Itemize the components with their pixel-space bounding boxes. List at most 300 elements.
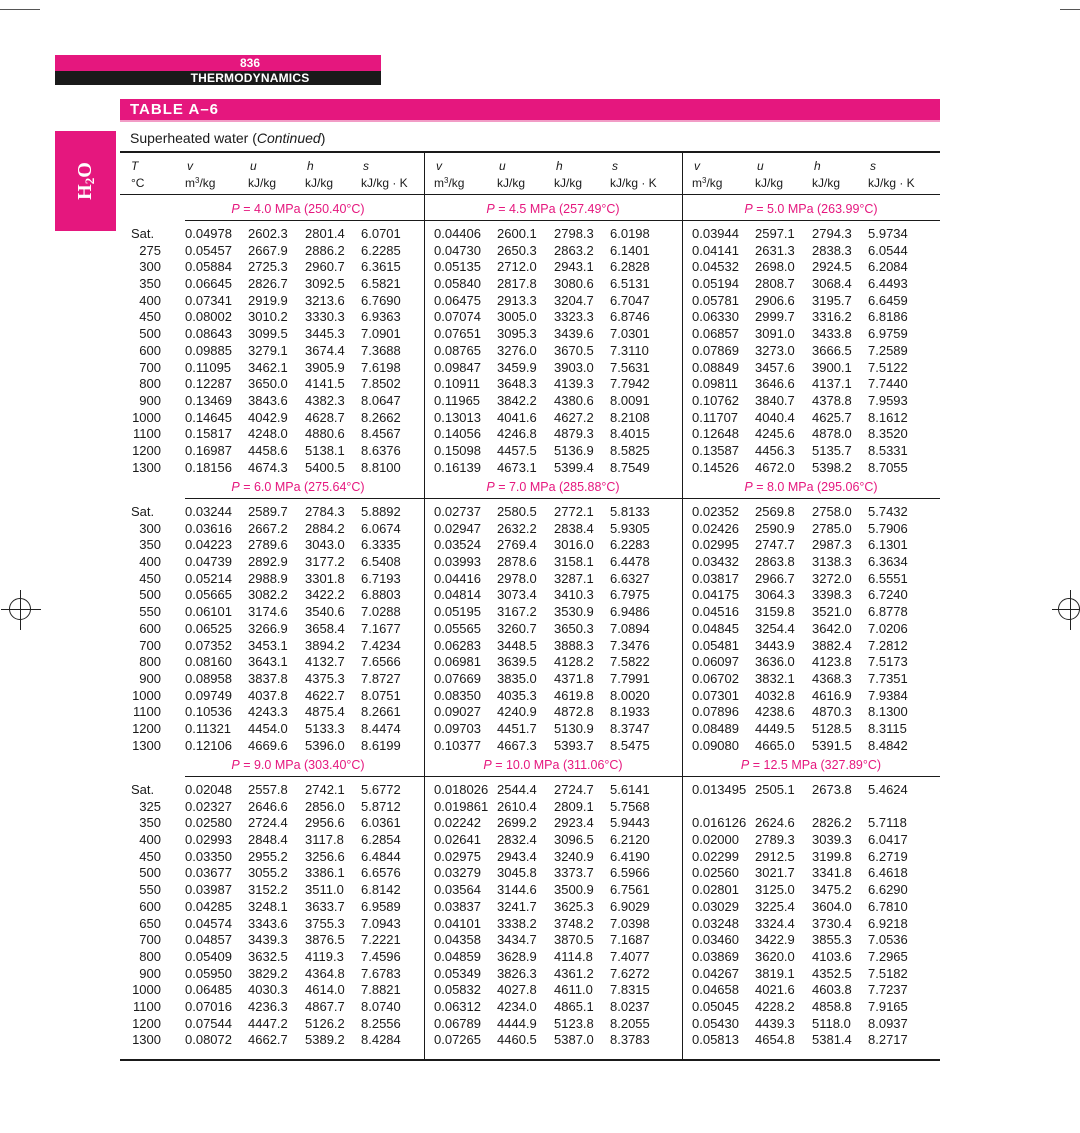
h-cell: 4870.3 [812,704,852,720]
table-row [0,704,1080,721]
s-cell: 6.4493 [868,276,908,292]
table-row [0,899,1080,916]
table-row [0,916,1080,933]
table-row [0,865,1080,882]
s-cell: 8.6199 [361,737,401,753]
table-row [0,982,1080,999]
s-cell: 7.0398 [610,915,650,931]
s-cell: 7.6566 [361,654,401,670]
s-cell: 8.1933 [610,704,650,720]
s-cell: 8.0020 [610,687,650,703]
v-cell: 0.14526 [692,459,739,475]
table-title-bar [120,99,940,120]
s-cell: 8.2661 [361,704,401,720]
temperature-cell: 700 [139,932,161,948]
v-cell: 0.08765 [434,342,481,358]
v-cell: 0.04141 [692,242,739,258]
s-cell: 6.7975 [610,587,650,603]
u-cell: 4662.7 [248,1032,288,1048]
h-cell: 2924.5 [812,259,852,275]
v-cell: 0.05565 [434,620,481,636]
h-cell: 3748.2 [554,915,594,931]
temperature-cell: 1000 [132,687,161,703]
s-cell: 7.9165 [868,998,908,1014]
s-cell: 6.1401 [610,242,650,258]
u-cell: 3005.0 [497,309,537,325]
s-cell: 8.2717 [868,1032,908,1048]
u-cell: 2817.8 [497,276,537,292]
u-cell: 4654.8 [755,1032,795,1048]
temperature-cell: 1300 [132,737,161,753]
v-cell: 0.12648 [692,426,739,442]
v-cell: 0.03944 [692,226,739,241]
h-cell: 5389.2 [305,1032,345,1048]
h-cell: 2758.0 [812,504,852,519]
h-cell: 3500.9 [554,882,594,898]
s-cell: 6.9029 [610,898,650,914]
table-row [0,1016,1080,1033]
h-cell: 5396.0 [305,737,345,753]
s-cell: 6.7047 [610,292,650,308]
h-cell: 5138.1 [305,442,345,458]
table-row [0,621,1080,638]
u-cell: 2724.4 [248,815,288,831]
v-cell: 0.08160 [185,654,232,670]
table-row [0,799,1080,816]
v-cell: 0.05665 [185,587,232,603]
u-cell: 3159.8 [755,604,795,620]
pressure-underline [185,498,940,499]
h-cell: 4119.3 [305,948,344,964]
h-cell: 3213.6 [305,292,345,308]
u-cell: 2602.3 [248,226,288,241]
s-cell: 8.3783 [610,1032,650,1048]
s-cell: 6.6290 [868,882,908,898]
table-row [0,259,1080,276]
v-cell: 0.04101 [434,915,481,931]
h-cell: 4364.8 [305,965,345,981]
u-cell: 2906.6 [755,292,795,308]
u-cell: 4234.0 [497,998,537,1014]
u-cell: 2988.9 [248,570,288,586]
v-cell: 0.07869 [692,342,739,358]
v-cell: 0.10536 [185,704,232,720]
s-cell: 6.5408 [361,554,401,570]
u-cell: 2505.1 [755,782,795,797]
u-cell: 4035.3 [497,687,537,703]
u-cell: 3835.0 [497,670,537,686]
v-cell: 0.07074 [434,309,481,325]
s-cell: 8.4015 [610,426,650,442]
u-cell: 3459.9 [497,359,537,375]
v-cell: 0.06330 [692,309,739,325]
h-cell: 4880.6 [305,426,345,442]
u-cell: 3819.1 [755,965,795,981]
v-cell: 0.013495 [692,782,747,797]
h-cell: 3240.9 [554,848,594,864]
u-cell: 3422.9 [755,932,795,948]
u-cell: 2832.4 [497,832,537,848]
v-cell: 0.08350 [434,687,481,703]
u-cell: 3254.4 [755,620,795,636]
u-cell: 3643.1 [248,654,288,670]
h-cell: 4875.4 [305,704,345,720]
u-cell: 4228.2 [755,998,795,1014]
temperature-cell: 350 [139,815,161,831]
s-cell: 7.2221 [361,932,401,948]
u-cell: 2600.1 [497,226,537,241]
s-cell: 6.7193 [361,570,401,586]
u-cell: 3829.2 [248,965,288,981]
v-cell: 0.03279 [434,865,481,881]
v-cell: 0.08002 [185,309,232,325]
s-cell: 7.0206 [868,620,908,636]
table-row [0,688,1080,705]
s-cell: 5.8712 [361,798,401,814]
u-cell: 4672.0 [755,459,795,475]
s-cell: 7.7991 [610,670,650,686]
h-cell: 4380.6 [554,392,594,408]
h-cell: 3287.1 [554,570,594,586]
v-cell: 0.11707 [692,409,739,425]
h-cell: 2960.7 [305,259,345,275]
s-cell: 8.3747 [610,720,650,736]
table-row [0,782,1080,799]
temperature-cell: 800 [139,376,161,392]
v-cell: 0.02048 [185,782,232,797]
h-cell: 4614.0 [305,982,345,998]
s-cell: 6.0544 [868,242,908,258]
v-cell: 0.04574 [185,915,232,931]
h-cell: 4858.8 [812,998,852,1014]
v-cell: 0.07896 [692,704,739,720]
u-cell: 4041.6 [497,409,537,425]
temperature-cell: 1100 [133,426,161,442]
s-cell: 7.6783 [361,965,401,981]
u-cell: 3434.7 [497,932,537,948]
temperature-cell: 1100 [133,704,161,720]
s-cell: 7.6272 [610,965,650,981]
h-cell: 2809.1 [554,798,594,814]
u-cell: 4246.8 [497,426,537,442]
v-cell: 0.03244 [185,504,232,519]
u-cell: 2912.5 [755,848,795,864]
v-cell: 0.03987 [185,882,232,898]
s-cell: 6.7240 [868,587,908,603]
h-cell: 3373.7 [554,865,594,881]
h-cell: 3272.0 [812,570,852,586]
v-cell: 0.06283 [434,637,481,653]
s-cell: 7.7440 [868,376,908,392]
v-cell: 0.04285 [185,898,232,914]
u-cell: 2978.0 [497,570,537,586]
v-cell: 0.018026 [434,782,489,797]
u-cell: 2769.4 [497,537,537,553]
h-cell: 3894.2 [305,637,345,653]
table-top-rule [120,151,940,153]
u-cell: 4460.5 [497,1032,537,1048]
v-cell: 0.10377 [434,737,481,753]
v-cell: 0.09811 [692,376,739,392]
u-cell: 2913.3 [497,292,537,308]
temperature-cell: 1000 [132,409,161,425]
table-row [0,426,1080,443]
v-cell: 0.14645 [185,409,232,425]
s-cell: 6.9363 [361,309,401,325]
h-cell: 3204.7 [554,292,594,308]
table-row [0,537,1080,554]
s-cell: 6.7810 [868,898,908,914]
h-cell: 3604.0 [812,898,852,914]
u-cell: 3620.0 [755,948,795,964]
s-cell: 7.8502 [361,376,401,392]
h-cell: 3650.3 [554,620,594,636]
h-cell: 3043.0 [305,537,345,553]
h-cell: 5135.7 [812,442,852,458]
table-row [0,932,1080,949]
s-cell: 7.2812 [868,637,908,653]
h-cell: 3445.3 [305,326,345,342]
s-cell: 7.5182 [868,965,908,981]
v-cell: 0.08643 [185,326,232,342]
h-cell: 5387.0 [554,1032,594,1048]
v-cell: 0.02580 [185,815,232,831]
v-cell: 0.06101 [185,604,232,620]
u-cell: 3632.5 [248,948,288,964]
h-cell: 2886.2 [305,242,345,258]
crop-mark [1060,9,1080,10]
table-row [0,815,1080,832]
s-cell: 5.9443 [610,815,650,831]
h-cell: 3199.8 [812,848,852,864]
v-cell: 0.13469 [185,392,232,408]
header-v-unit: $m^3/kg$ [434,176,465,190]
h-cell: 4382.3 [305,392,345,408]
header-u-symbol: u [757,159,764,173]
u-cell: 3842.2 [497,392,537,408]
s-cell: 8.4284 [361,1032,401,1048]
h-cell: 4627.2 [554,409,594,425]
h-cell: 2673.8 [812,782,852,797]
v-cell: 0.11965 [434,392,481,408]
side-tab-label: $H_2O$ [74,162,97,200]
h-cell: 4879.3 [554,426,594,442]
u-cell: 3840.7 [755,392,795,408]
h-cell: 3670.5 [554,342,594,358]
s-cell: 6.2283 [610,537,650,553]
u-cell: 2667.9 [248,242,288,258]
h-cell: 3730.4 [812,915,852,931]
v-cell: 0.04223 [185,537,232,553]
header-u-symbol: u [499,159,506,173]
h-cell: 3386.1 [305,865,345,881]
h-cell: 3521.0 [812,604,852,620]
v-cell: 0.06645 [185,276,232,292]
s-cell: 7.4234 [361,637,401,653]
header-h-unit: kJ/kg [554,176,583,190]
v-cell: 0.04416 [434,570,481,586]
v-cell: 0.09703 [434,720,481,736]
s-cell: 8.7055 [868,459,908,475]
temperature-cell: 1200 [132,720,161,736]
table-row [0,243,1080,260]
header-u-unit: kJ/kg [755,176,784,190]
h-cell: 2923.4 [554,815,594,831]
u-cell: 4439.3 [755,1015,795,1031]
s-cell: 8.3115 [868,720,907,736]
v-cell: 0.07651 [434,326,481,342]
table-caption: Superheated water (Continued) [130,130,326,146]
u-cell: 3167.2 [497,604,537,620]
u-cell: 3073.4 [497,587,537,603]
u-cell: 2632.2 [497,520,537,536]
u-cell: 4236.3 [248,998,288,1014]
temperature-cell: 900 [139,392,161,408]
v-cell: 0.04406 [434,226,481,241]
temperature-cell: 550 [139,882,161,898]
s-cell: 6.4618 [868,865,908,881]
s-cell: 5.8892 [361,504,401,519]
u-cell: 3045.8 [497,865,537,881]
s-cell: 7.6198 [361,359,401,375]
u-cell: 2789.6 [248,537,288,553]
header-s-symbol: s [870,159,876,173]
page-number: 836 [239,56,261,70]
temperature-cell: 600 [139,342,161,358]
temperature-cell: 1200 [132,1015,161,1031]
s-cell: 6.0361 [361,815,401,831]
u-cell: 2698.0 [755,259,795,275]
u-cell: 2597.1 [755,226,795,241]
h-cell: 5136.9 [554,442,594,458]
h-cell: 3882.4 [812,637,852,653]
h-cell: 3666.5 [812,342,852,358]
h-cell: 3158.1 [554,554,594,570]
v-cell: 0.06525 [185,620,232,636]
s-cell: 8.3520 [868,426,908,442]
crop-mark [0,9,40,10]
h-cell: 4141.5 [305,376,345,392]
v-cell: 0.05884 [185,259,232,275]
table-row [0,376,1080,393]
v-cell: 0.07341 [185,292,232,308]
s-cell: 6.4478 [610,554,650,570]
table-row [0,604,1080,621]
pressure-title: P = 7.0 MPa (285.88°C) [486,480,620,494]
header-s-symbol: s [612,159,618,173]
s-cell: 6.0198 [610,226,650,241]
header-h-symbol: h [307,159,314,173]
h-cell: 4375.3 [305,670,345,686]
temperature-cell: 550 [139,604,161,620]
s-cell: 6.2828 [610,259,650,275]
v-cell: 0.05214 [185,570,232,586]
h-cell: 3540.6 [305,604,345,620]
h-cell: 3870.5 [554,932,594,948]
u-cell: 4040.4 [755,409,795,425]
temperature-cell: 900 [139,965,161,981]
s-cell: 7.1677 [361,620,401,636]
table-row [0,443,1080,460]
s-cell: 8.2556 [361,1015,401,1031]
s-cell: 6.4190 [610,848,650,864]
u-cell: 4238.6 [755,704,795,720]
temperature-cell: 275 [139,242,161,258]
h-cell: 2724.7 [554,782,594,797]
u-cell: 2826.7 [248,276,288,292]
temperature-cell: 700 [139,637,161,653]
temperature-cell: Sat. [131,782,155,797]
v-cell: 0.06789 [434,1015,481,1031]
u-cell: 3443.9 [755,637,795,653]
v-cell: 0.03029 [692,898,739,914]
s-cell: 6.1301 [868,537,908,553]
table-row [0,654,1080,671]
h-cell: 4867.7 [305,998,345,1014]
v-cell: 0.15817 [185,426,232,442]
table-row [0,410,1080,427]
table-row [0,504,1080,521]
u-cell: 4030.3 [248,982,288,998]
h-cell: 5118.0 [812,1015,851,1031]
v-cell: 0.02242 [434,815,481,831]
s-cell: 7.9384 [868,687,908,703]
s-cell: 7.7237 [868,982,908,998]
v-cell: 0.16139 [434,459,481,475]
h-cell: 2943.1 [554,259,594,275]
u-cell: 2610.4 [497,798,537,814]
h-cell: 2785.0 [812,520,852,536]
header-v-unit: $m^3/kg$ [185,176,216,190]
s-cell: 7.5822 [610,654,650,670]
u-cell: 2848.4 [248,832,288,848]
h-cell: 3410.3 [554,587,594,603]
u-cell: 4456.3 [755,442,795,458]
s-cell: 6.8186 [868,309,908,325]
u-cell: 2966.7 [755,570,795,586]
u-cell: 2569.8 [755,504,795,519]
h-cell: 2826.2 [812,815,852,831]
s-cell: 8.5475 [610,737,650,753]
v-cell: 0.05194 [692,276,739,292]
v-cell: 0.05457 [185,242,232,258]
h-cell: 4103.6 [812,948,852,964]
u-cell: 3225.4 [755,898,795,914]
u-cell: 4451.7 [497,720,537,736]
pressure-title: P = 5.0 MPa (263.99°C) [744,202,878,216]
s-cell: 6.3615 [361,259,401,275]
pressure-title: P = 9.0 MPa (303.40°C) [231,758,365,772]
u-cell: 4021.6 [755,982,795,998]
header-v-symbol: v [436,159,442,173]
h-cell: 3316.2 [812,309,852,325]
u-cell: 2725.3 [248,259,288,275]
h-cell: 2863.2 [554,242,594,258]
v-cell: 0.05430 [692,1015,739,1031]
header-s-unit: kJ/kg · K [610,176,657,190]
s-cell: 6.5966 [610,865,650,881]
h-cell: 4123.8 [812,654,852,670]
v-cell: 0.09885 [185,342,232,358]
u-cell: 2878.6 [497,554,537,570]
u-cell: 2699.2 [497,815,537,831]
temperature-cell: 325 [139,798,161,814]
s-cell: 7.0943 [361,915,401,931]
u-cell: 2999.7 [755,309,795,325]
u-cell: 3832.1 [755,670,795,686]
v-cell: 0.06857 [692,326,739,342]
u-cell: 4444.9 [497,1015,537,1031]
